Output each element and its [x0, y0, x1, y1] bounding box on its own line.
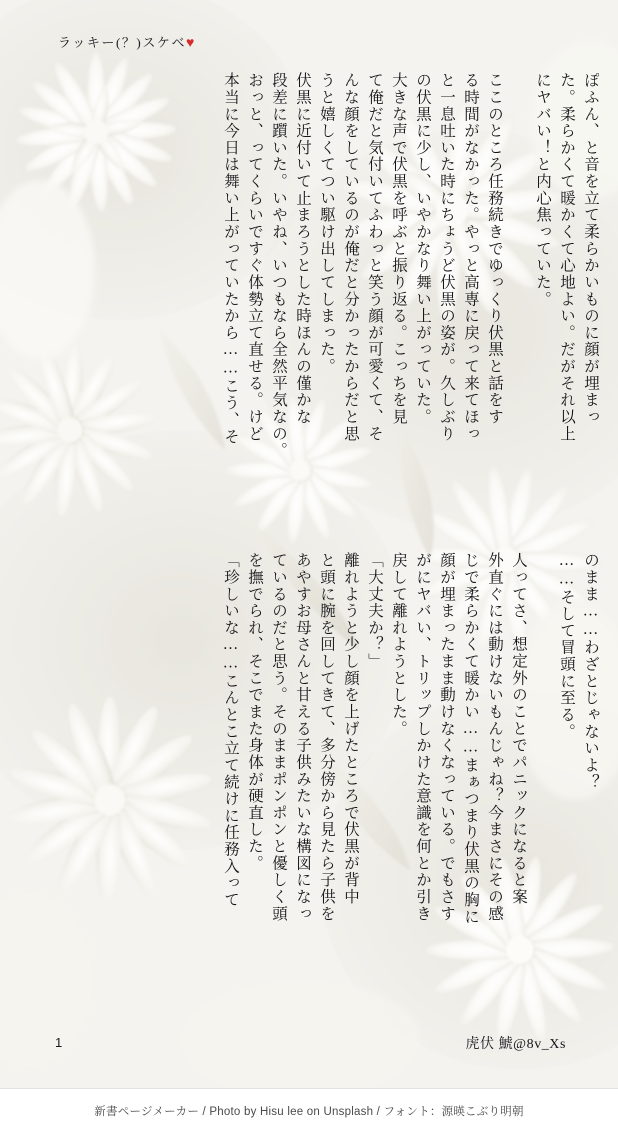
text-column: る時間がなかった。やっと高専に戻って来てほっ	[462, 72, 479, 442]
text-column: あやすお母さんと甘える子供みたいな構図になっ	[294, 552, 311, 922]
text-column: ここのところ任務続きでゆっくり伏黒と話をす	[486, 72, 503, 426]
page-title	[58, 32, 196, 52]
text-column: ぽふん、と音を立て柔らかいものに顔が埋まっ	[582, 72, 599, 426]
text-column: て俺だと気付いてふわっと笑う顔が可愛くて、そ	[366, 72, 383, 442]
vertical-text-body	[0, 72, 618, 1012]
text-column: ……そして冒頭に至る。	[558, 552, 575, 740]
text-column: と一息吐いた時にちょうど伏黒の姿が。久しぶり	[438, 72, 455, 442]
text-column: んな顔をしているのが俺だと分かったからだと思	[342, 72, 359, 442]
text-column: を撫でられ、そこでまた身体が硬直した。	[246, 552, 263, 872]
text-column: おっと、ってくらいですぐ体勢立て直せる。けど	[246, 72, 263, 442]
heart-icon: ♥	[186, 36, 196, 51]
text-column: 大きな声で伏黒を呼ぶと振り返る。こっちを見	[390, 72, 407, 426]
text-column: じで柔らかくて暖かい……まぁつまり伏黒の胸に	[462, 552, 479, 925]
page-title-text: ラッキー(？)スケベ	[58, 35, 186, 50]
text-column: と頭に腕を回してきて、多分傍から見たら子供を	[318, 552, 335, 922]
caption-bar	[0, 1088, 618, 1133]
text-column: がにヤバい、トリップしかけた意識を何とか引き	[414, 552, 431, 922]
text-column: 「大丈夫か？」	[366, 552, 383, 670]
author-byline: 虎伏 鯱@8v_Xs	[465, 1037, 566, 1052]
caption-text: 新書ページメーカー / Photo by Hisu lee on Unsplash / フォント：源暎こぶり明朝	[94, 1106, 524, 1118]
text-column: ているのだと思う。そのままポンポンと優しく頭	[270, 552, 287, 922]
text-column: にヤバい！と内心焦っていた。	[534, 72, 551, 308]
text-column: 伏黒に近付いて止まろうとした時ほんの僅かな	[294, 72, 311, 426]
text-column: 顔が埋まったまま動けなくなっている。でもさす	[438, 552, 455, 922]
text-column: た。柔らかくて暖かくて心地よい。だがそれ以上	[558, 72, 575, 442]
text-column: 戻して離れようとした。	[390, 552, 407, 737]
text-column: 「珍しいな……こんとこ立て続けに任務入って	[222, 552, 239, 909]
page-number: 1	[55, 1035, 63, 1050]
text-column: 外直ぐには動けないもんじゃね？今まさにその感	[486, 552, 503, 922]
text-column: のまま……わざとじゃないよ？	[582, 552, 599, 791]
text-column: 本当に今日は舞い上がっていたから……こう、そ	[222, 72, 239, 445]
text-column: 人ってさ、想定外のことでパニックになると案	[510, 552, 527, 906]
text-column: うと嬉しくてつい駆け出してしまった。	[318, 72, 335, 375]
text-column: 段差に躓いた。いやね、いつもなら全然平気なの。	[270, 72, 287, 459]
text-column: の伏黒に少し、いやかなり舞い上がっていた。	[414, 72, 431, 426]
text-column: 離れようと少し顔を上げたところで伏黒が背中	[342, 552, 359, 906]
